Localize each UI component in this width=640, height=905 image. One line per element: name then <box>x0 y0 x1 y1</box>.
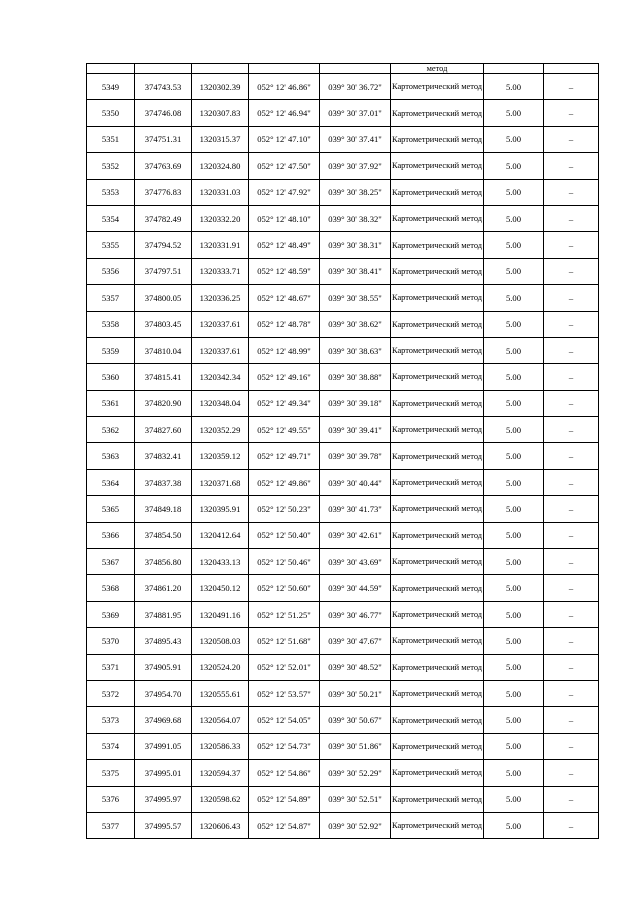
cell-lon: 039° 30' 37.92" <box>320 153 391 179</box>
cell-accuracy: 5.00 <box>484 443 544 469</box>
cell-y: 1320315.37 <box>192 126 249 152</box>
cell-num: 5359 <box>87 337 135 363</box>
cell-accuracy: 5.00 <box>484 390 544 416</box>
cell-lat: 052° 12' 49.71" <box>249 443 320 469</box>
cell-lat: 052° 12' 48.59" <box>249 258 320 284</box>
table-row <box>87 311 599 337</box>
cell-num: 5373 <box>87 707 135 733</box>
cell-x: 374820.90 <box>135 390 192 416</box>
cell-dash: – <box>544 232 599 258</box>
cell-accuracy: 5.00 <box>484 601 544 627</box>
cell-accuracy: 5.00 <box>484 337 544 363</box>
cell-y: 1320302.39 <box>192 74 249 100</box>
cell-lon: 039° 30' 48.52" <box>320 654 391 680</box>
cell-num: 5362 <box>87 417 135 443</box>
cell-num: 5357 <box>87 285 135 311</box>
cell-lon: 039° 30' 38.31" <box>320 232 391 258</box>
cell-num: 5355 <box>87 232 135 258</box>
cell-method: Картометрический метод <box>391 469 484 495</box>
cell-dash: – <box>544 707 599 733</box>
cell-accuracy: 5.00 <box>484 575 544 601</box>
cell-lon <box>320 64 391 74</box>
cell-num <box>87 64 135 74</box>
cell-dash: – <box>544 469 599 495</box>
cell-y: 1320508.03 <box>192 628 249 654</box>
cell-lat: 052° 12' 48.67" <box>249 285 320 311</box>
cell-y: 1320433.13 <box>192 549 249 575</box>
cell-dash: – <box>544 575 599 601</box>
cell-method: Картометрический метод <box>391 733 484 759</box>
cell-accuracy: 5.00 <box>484 760 544 786</box>
cell-x: 374854.50 <box>135 522 192 548</box>
cell-accuracy: 5.00 <box>484 311 544 337</box>
cell-y: 1320371.68 <box>192 469 249 495</box>
cell-method: Картометрический метод <box>391 179 484 205</box>
cell-lon: 039° 30' 37.41" <box>320 126 391 152</box>
cell-lat <box>249 64 320 74</box>
cell-lat: 052° 12' 51.68" <box>249 628 320 654</box>
cell-accuracy: 5.00 <box>484 285 544 311</box>
cell-num: 5353 <box>87 179 135 205</box>
table-row <box>87 707 599 733</box>
cell-num: 5352 <box>87 153 135 179</box>
cell-dash: – <box>544 680 599 706</box>
cell-accuracy: 5.00 <box>484 258 544 284</box>
cell-y: 1320564.07 <box>192 707 249 733</box>
cell-lat: 052° 12' 50.23" <box>249 496 320 522</box>
cell-lon: 039° 30' 38.62" <box>320 311 391 337</box>
cell-lon: 039° 30' 50.21" <box>320 680 391 706</box>
cell-dash: – <box>544 390 599 416</box>
cell-dash: – <box>544 285 599 311</box>
cell-num: 5372 <box>87 680 135 706</box>
table-row <box>87 443 599 469</box>
cell-y: 1320359.12 <box>192 443 249 469</box>
cell-num: 5370 <box>87 628 135 654</box>
cell-num: 5375 <box>87 760 135 786</box>
cell-lat: 052° 12' 47.50" <box>249 153 320 179</box>
table-row <box>87 601 599 627</box>
cell-dash: – <box>544 311 599 337</box>
cell-dash: – <box>544 153 599 179</box>
cell-num: 5349 <box>87 74 135 100</box>
cell-num: 5351 <box>87 126 135 152</box>
cell-x: 374995.01 <box>135 760 192 786</box>
table-row <box>87 496 599 522</box>
cell-method: Картометрический метод <box>391 417 484 443</box>
cell-lat: 052° 12' 54.87" <box>249 812 320 838</box>
cell-y: 1320324.80 <box>192 153 249 179</box>
table-row <box>87 100 599 126</box>
cell-method: Картометрический метод <box>391 232 484 258</box>
cell-lat: 052° 12' 48.99" <box>249 337 320 363</box>
cell-method: Картометрический метод <box>391 496 484 522</box>
cell-dash: – <box>544 205 599 231</box>
cell-method: Картометрический метод <box>391 74 484 100</box>
cell-x: 374895.43 <box>135 628 192 654</box>
cell-num: 5360 <box>87 364 135 390</box>
cell-method: Картометрический метод <box>391 654 484 680</box>
cell-num: 5374 <box>87 733 135 759</box>
cell-y: 1320331.91 <box>192 232 249 258</box>
cell-lon: 039° 30' 52.92" <box>320 812 391 838</box>
cell-num: 5377 <box>87 812 135 838</box>
coordinates-table <box>86 63 599 839</box>
table-row <box>87 337 599 363</box>
cell-x: 374995.57 <box>135 812 192 838</box>
table-row <box>87 469 599 495</box>
cell-accuracy: 5.00 <box>484 628 544 654</box>
table-row <box>87 628 599 654</box>
cell-lat: 052° 12' 54.86" <box>249 760 320 786</box>
cell-lon: 039° 30' 37.01" <box>320 100 391 126</box>
cell-dash: – <box>544 364 599 390</box>
cell-dash: – <box>544 786 599 812</box>
cell-accuracy: 5.00 <box>484 126 544 152</box>
cell-dash: – <box>544 443 599 469</box>
table-row <box>87 232 599 258</box>
cell-dash: – <box>544 549 599 575</box>
cell-method: Картометрический метод <box>391 443 484 469</box>
cell-dash: – <box>544 74 599 100</box>
cell-y: 1320337.61 <box>192 337 249 363</box>
cell-lat: 052° 12' 49.16" <box>249 364 320 390</box>
cell-accuracy: 5.00 <box>484 232 544 258</box>
cell-method: Картометрический метод <box>391 205 484 231</box>
cell-num: 5367 <box>87 549 135 575</box>
cell-lon: 039° 30' 36.72" <box>320 74 391 100</box>
cell-lon: 039° 30' 38.32" <box>320 205 391 231</box>
cell-x: 374881.95 <box>135 601 192 627</box>
cell-lat: 052° 12' 53.57" <box>249 680 320 706</box>
cell-num: 5350 <box>87 100 135 126</box>
cell-x: 374751.31 <box>135 126 192 152</box>
cell-accuracy: 5.00 <box>484 680 544 706</box>
cell-y: 1320524.20 <box>192 654 249 680</box>
cell-x: 374861.20 <box>135 575 192 601</box>
cell-accuracy <box>484 64 544 74</box>
table-row <box>87 522 599 548</box>
table-row <box>87 285 599 311</box>
cell-num: 5364 <box>87 469 135 495</box>
cell-accuracy: 5.00 <box>484 812 544 838</box>
cell-lat: 052° 12' 48.49" <box>249 232 320 258</box>
table-row <box>87 390 599 416</box>
cell-lon: 039° 30' 47.67" <box>320 628 391 654</box>
cell-dash: – <box>544 496 599 522</box>
table-row-continued <box>87 64 599 74</box>
table-row <box>87 786 599 812</box>
cell-lon: 039° 30' 52.29" <box>320 760 391 786</box>
cell-lat: 052° 12' 50.40" <box>249 522 320 548</box>
cell-lat: 052° 12' 47.10" <box>249 126 320 152</box>
cell-y: 1320412.64 <box>192 522 249 548</box>
table-row <box>87 575 599 601</box>
cell-lon: 039° 30' 38.88" <box>320 364 391 390</box>
cell-method: Картометрический метод <box>391 812 484 838</box>
cell-lat: 052° 12' 49.55" <box>249 417 320 443</box>
cell-accuracy: 5.00 <box>484 707 544 733</box>
cell-dash: – <box>544 337 599 363</box>
cell-method: Картометрический метод <box>391 786 484 812</box>
cell-dash: – <box>544 760 599 786</box>
table-row <box>87 680 599 706</box>
cell-x: 374827.60 <box>135 417 192 443</box>
cell-lat: 052° 12' 49.34" <box>249 390 320 416</box>
cell-dash: – <box>544 733 599 759</box>
cell-dash: – <box>544 812 599 838</box>
cell-lat: 052° 12' 50.46" <box>249 549 320 575</box>
cell-dash: – <box>544 601 599 627</box>
cell-x: 374803.45 <box>135 311 192 337</box>
cell-method: Картометрический метод <box>391 126 484 152</box>
cell-accuracy: 5.00 <box>484 205 544 231</box>
cell-y: 1320594.37 <box>192 760 249 786</box>
cell-num: 5368 <box>87 575 135 601</box>
cell-method: Картометрический метод <box>391 760 484 786</box>
cell-accuracy: 5.00 <box>484 522 544 548</box>
cell-num: 5369 <box>87 601 135 627</box>
cell-num: 5361 <box>87 390 135 416</box>
table-row <box>87 549 599 575</box>
cell-accuracy: 5.00 <box>484 733 544 759</box>
cell-lat: 052° 12' 54.05" <box>249 707 320 733</box>
cell-y: 1320336.25 <box>192 285 249 311</box>
cell-lon: 039° 30' 39.41" <box>320 417 391 443</box>
cell-x: 374991.05 <box>135 733 192 759</box>
cell-method: Картометрический метод <box>391 575 484 601</box>
table-row <box>87 179 599 205</box>
cell-method: Картометрический метод <box>391 258 484 284</box>
cell-lon: 039° 30' 46.77" <box>320 601 391 627</box>
cell-dash: – <box>544 258 599 284</box>
cell-dash: – <box>544 179 599 205</box>
table-row <box>87 760 599 786</box>
cell-lon: 039° 30' 39.78" <box>320 443 391 469</box>
cell-num: 5371 <box>87 654 135 680</box>
cell-method: Картометрический метод <box>391 285 484 311</box>
cell-accuracy: 5.00 <box>484 654 544 680</box>
cell-lon: 039° 30' 44.59" <box>320 575 391 601</box>
cell-lon: 039° 30' 39.18" <box>320 390 391 416</box>
cell-accuracy: 5.00 <box>484 549 544 575</box>
cell-lon: 039° 30' 42.61" <box>320 522 391 548</box>
cell-method: метод <box>391 64 484 74</box>
cell-accuracy: 5.00 <box>484 469 544 495</box>
cell-dash: – <box>544 126 599 152</box>
cell-accuracy: 5.00 <box>484 786 544 812</box>
cell-method: Картометрический метод <box>391 549 484 575</box>
cell-y: 1320348.04 <box>192 390 249 416</box>
table-row <box>87 812 599 838</box>
cell-x: 374832.41 <box>135 443 192 469</box>
cell-x: 374743.53 <box>135 74 192 100</box>
cell-lon: 039° 30' 38.25" <box>320 179 391 205</box>
cell-lat: 052° 12' 46.94" <box>249 100 320 126</box>
cell-method: Картометрический метод <box>391 680 484 706</box>
cell-y: 1320395.91 <box>192 496 249 522</box>
cell-x: 374782.49 <box>135 205 192 231</box>
cell-lon: 039° 30' 43.69" <box>320 549 391 575</box>
cell-accuracy: 5.00 <box>484 496 544 522</box>
cell-accuracy: 5.00 <box>484 100 544 126</box>
cell-method: Картометрический метод <box>391 311 484 337</box>
cell-y: 1320586.33 <box>192 733 249 759</box>
cell-x: 374797.51 <box>135 258 192 284</box>
cell-num: 5354 <box>87 205 135 231</box>
table-row <box>87 417 599 443</box>
cell-x: 374776.83 <box>135 179 192 205</box>
cell-dash: – <box>544 628 599 654</box>
cell-method: Картометрический метод <box>391 337 484 363</box>
cell-y: 1320307.83 <box>192 100 249 126</box>
cell-num: 5356 <box>87 258 135 284</box>
cell-num: 5376 <box>87 786 135 812</box>
cell-lon: 039° 30' 38.63" <box>320 337 391 363</box>
cell-x: 374810.04 <box>135 337 192 363</box>
cell-accuracy: 5.00 <box>484 153 544 179</box>
cell-y: 1320332.20 <box>192 205 249 231</box>
cell-lon: 039° 30' 52.51" <box>320 786 391 812</box>
cell-x: 374969.68 <box>135 707 192 733</box>
cell-method: Картометрический метод <box>391 100 484 126</box>
table-row <box>87 654 599 680</box>
cell-x: 374800.05 <box>135 285 192 311</box>
cell-y: 1320331.03 <box>192 179 249 205</box>
cell-y: 1320606.43 <box>192 812 249 838</box>
cell-x: 374849.18 <box>135 496 192 522</box>
cell-lat: 052° 12' 47.92" <box>249 179 320 205</box>
cell-method: Картометрический метод <box>391 628 484 654</box>
table-row <box>87 153 599 179</box>
cell-lon: 039° 30' 51.86" <box>320 733 391 759</box>
cell-x: 374763.69 <box>135 153 192 179</box>
cell-accuracy: 5.00 <box>484 179 544 205</box>
cell-lon: 039° 30' 38.41" <box>320 258 391 284</box>
cell-lon: 039° 30' 50.67" <box>320 707 391 733</box>
cell-x: 374905.91 <box>135 654 192 680</box>
cell-x: 374995.97 <box>135 786 192 812</box>
cell-x: 374815.41 <box>135 364 192 390</box>
cell-x: 374837.38 <box>135 469 192 495</box>
cell-lat: 052° 12' 51.25" <box>249 601 320 627</box>
cell-y: 1320598.62 <box>192 786 249 812</box>
cell-dash: – <box>544 100 599 126</box>
cell-num: 5363 <box>87 443 135 469</box>
cell-method: Картометрический метод <box>391 601 484 627</box>
cell-accuracy: 5.00 <box>484 364 544 390</box>
cell-dash: – <box>544 417 599 443</box>
table-row <box>87 74 599 100</box>
cell-num: 5358 <box>87 311 135 337</box>
cell-x: 374746.08 <box>135 100 192 126</box>
cell-lon: 039° 30' 41.73" <box>320 496 391 522</box>
table-row <box>87 258 599 284</box>
table-row <box>87 733 599 759</box>
cell-method: Картометрический метод <box>391 707 484 733</box>
cell-num: 5365 <box>87 496 135 522</box>
cell-y: 1320342.34 <box>192 364 249 390</box>
cell-y: 1320337.61 <box>192 311 249 337</box>
cell-y: 1320352.29 <box>192 417 249 443</box>
cell-lon: 039° 30' 40.44" <box>320 469 391 495</box>
cell-method: Картометрический метод <box>391 364 484 390</box>
cell-dash: – <box>544 522 599 548</box>
cell-num: 5366 <box>87 522 135 548</box>
cell-y: 1320491.16 <box>192 601 249 627</box>
cell-x: 374856.80 <box>135 549 192 575</box>
cell-lat: 052° 12' 49.86" <box>249 469 320 495</box>
cell-x <box>135 64 192 74</box>
cell-lat: 052° 12' 46.86" <box>249 74 320 100</box>
table-row <box>87 364 599 390</box>
cell-lat: 052° 12' 48.10" <box>249 205 320 231</box>
cell-lon: 039° 30' 38.55" <box>320 285 391 311</box>
cell-y: 1320333.71 <box>192 258 249 284</box>
cell-lat: 052° 12' 54.73" <box>249 733 320 759</box>
cell-method: Картометрический метод <box>391 153 484 179</box>
cell-dash <box>544 64 599 74</box>
cell-y: 1320450.12 <box>192 575 249 601</box>
cell-x: 374794.52 <box>135 232 192 258</box>
cell-accuracy: 5.00 <box>484 74 544 100</box>
table-row <box>87 205 599 231</box>
cell-accuracy: 5.00 <box>484 417 544 443</box>
cell-method: Картометрический метод <box>391 522 484 548</box>
cell-x: 374954.70 <box>135 680 192 706</box>
cell-method: Картометрический метод <box>391 390 484 416</box>
cell-y <box>192 64 249 74</box>
cell-lat: 052° 12' 50.60" <box>249 575 320 601</box>
cell-lat: 052° 12' 48.78" <box>249 311 320 337</box>
cell-dash: – <box>544 654 599 680</box>
table-row <box>87 126 599 152</box>
cell-y: 1320555.61 <box>192 680 249 706</box>
cell-lat: 052° 12' 54.89" <box>249 786 320 812</box>
cell-lat: 052° 12' 52.01" <box>249 654 320 680</box>
